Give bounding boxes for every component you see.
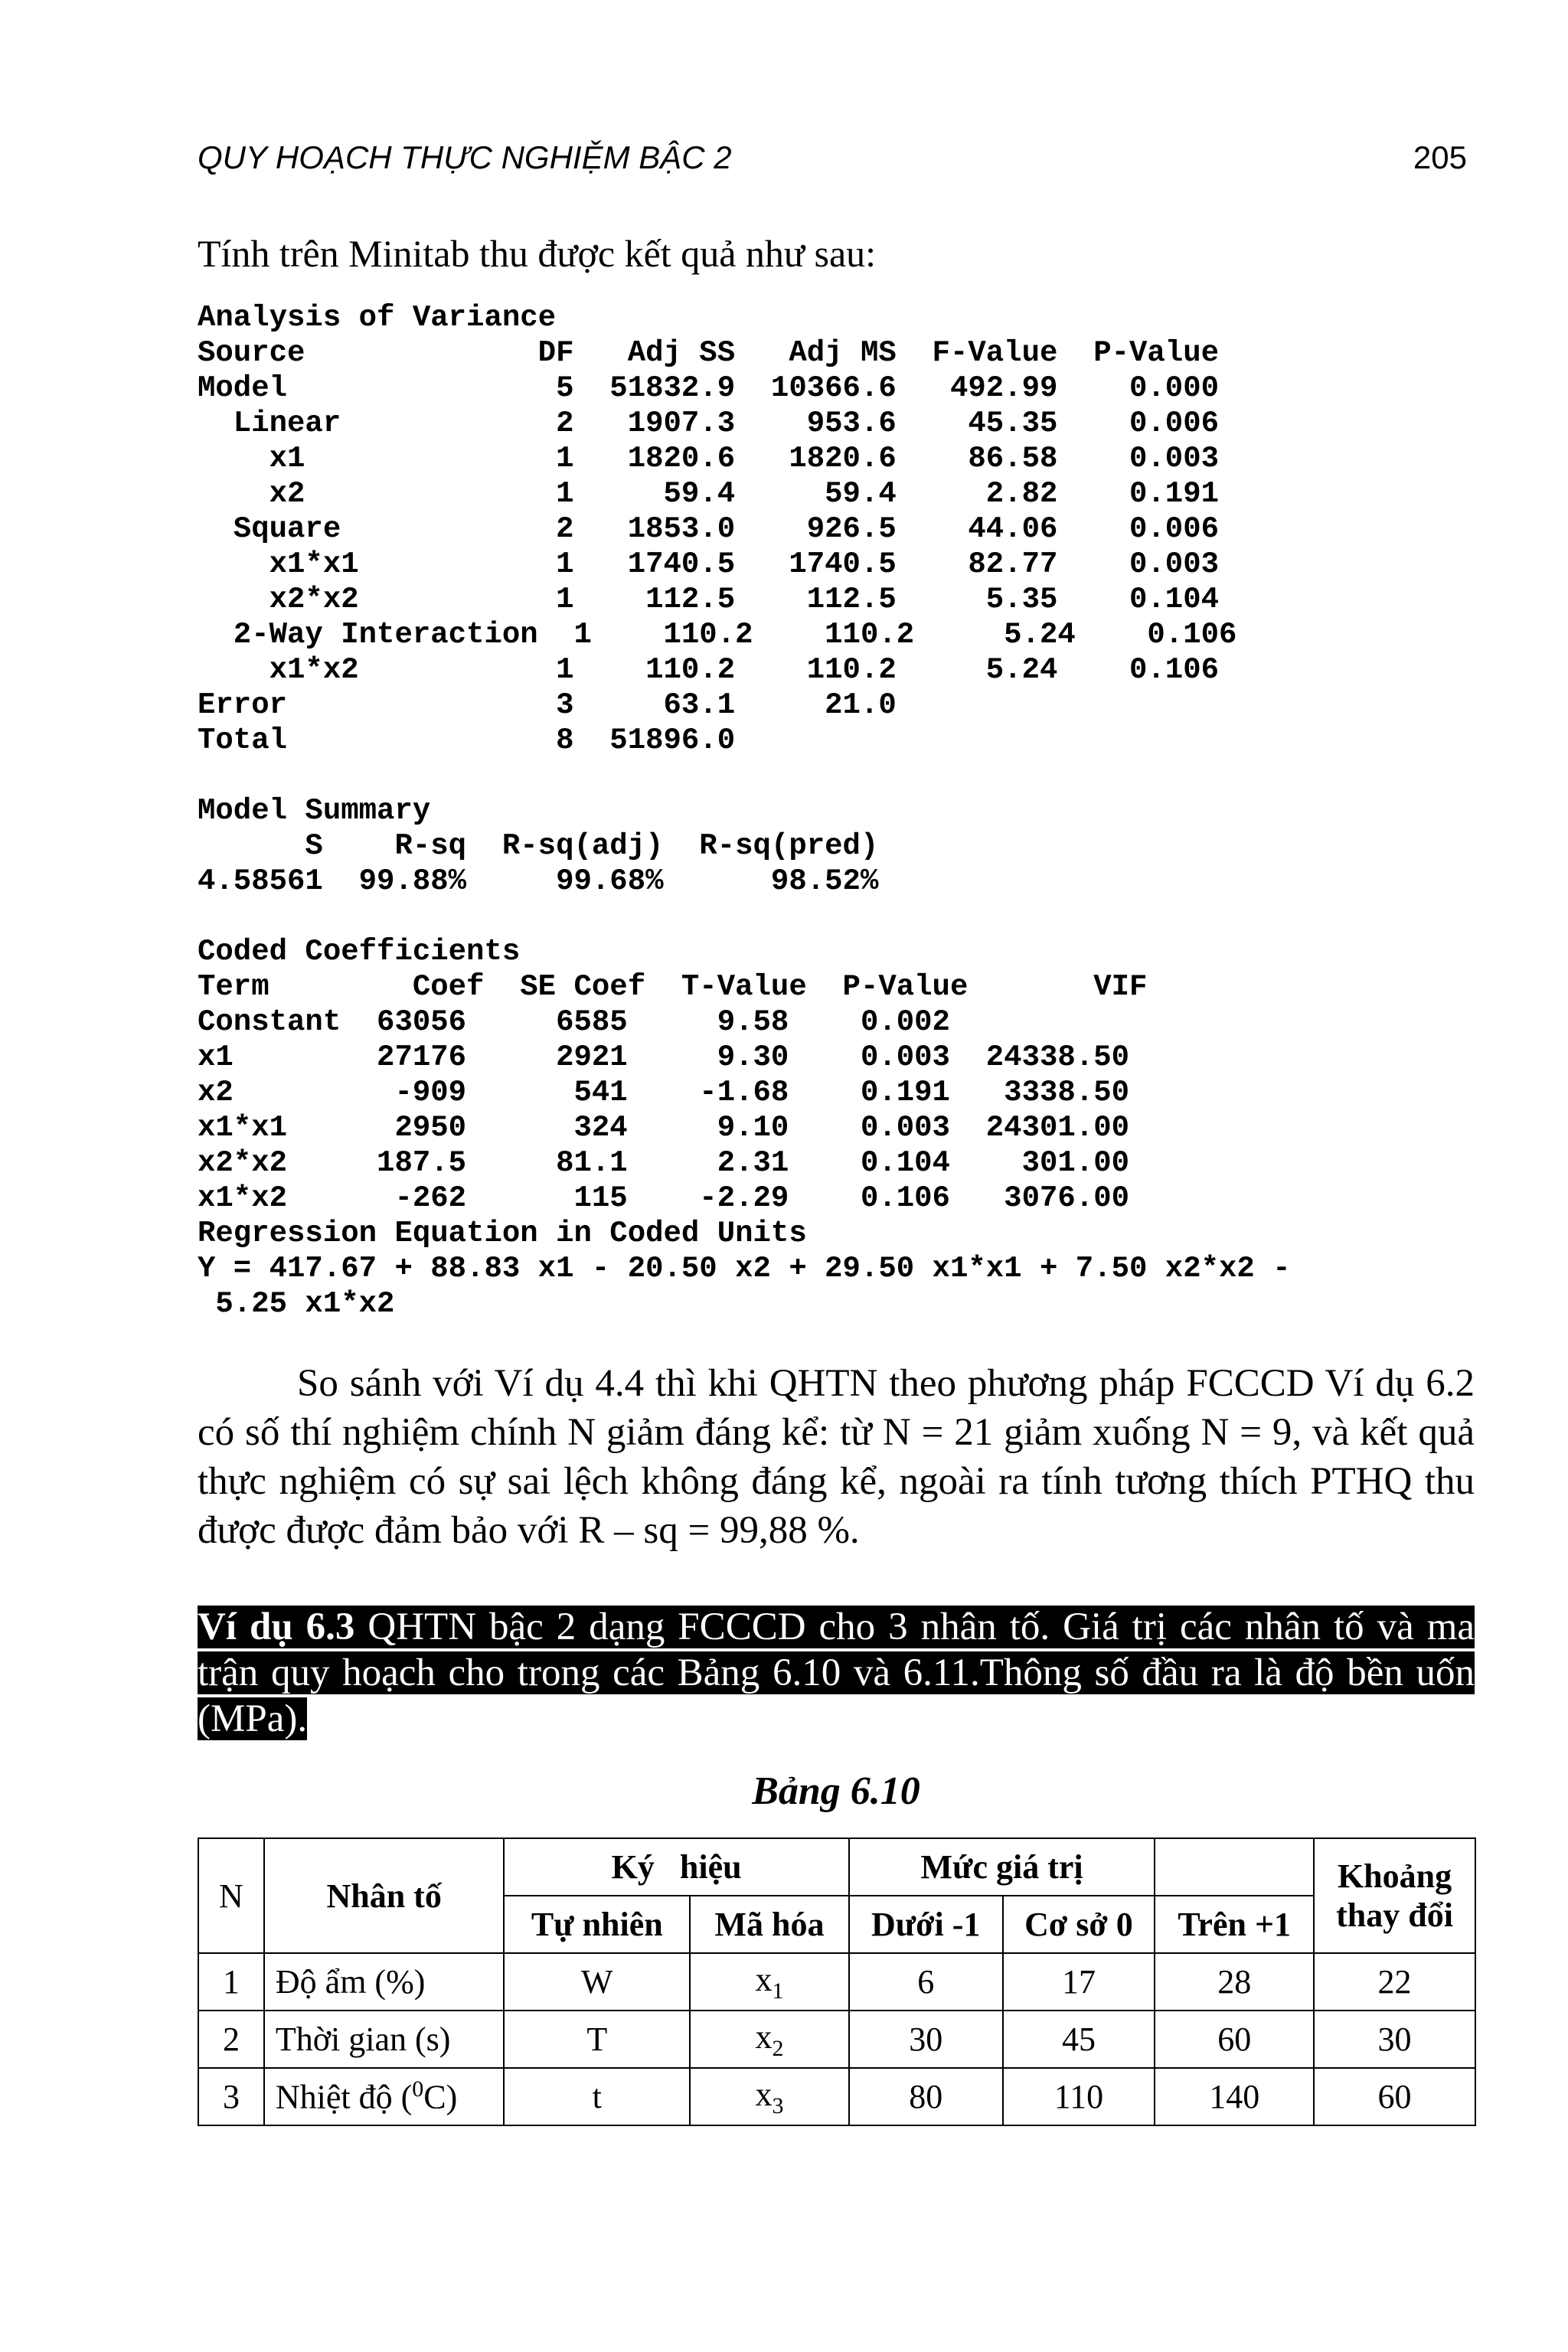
cell-factor: Thời gian (s) bbox=[264, 2011, 505, 2068]
header-base: Cơ sở 0 bbox=[1003, 1896, 1155, 1953]
header-coded: Mã hóa bbox=[690, 1896, 849, 1953]
cell-natural: t bbox=[504, 2068, 690, 2125]
comparison-paragraph: So sánh với Ví dụ 4.4 thì khi QHTN theo phương pháp FCCCD Ví dụ 6.2 có số thí nghiệm chính N giảm đáng kể: từ N = 21 giảm xuống N = 9, và kết quả thực nghiệm có sự sai lệch không đáng kể, ngoài ra tính tương thích PTHQ thu được được đảm bảo với R – sq = 99,88 %. bbox=[198, 1362, 1475, 1552]
cell-natural: W bbox=[504, 1953, 690, 2011]
header-n: N bbox=[198, 1838, 264, 1953]
table-header-row bbox=[198, 1838, 1475, 1896]
cell-factor bbox=[264, 2068, 505, 2125]
cell-high: 28 bbox=[1155, 1953, 1314, 2011]
cell-factor: Độ ẩm (%) bbox=[264, 1953, 505, 2011]
cell-base: 110 bbox=[1003, 2068, 1155, 2125]
page-number: 205 bbox=[1413, 139, 1467, 175]
anova-output: Analysis of Variance Source DF Adj SS Adj MS F-Value P-Value Model 5 51832.9 10366.6 492.99 0.000 Linear 2 1907.3 953.6 45.35 0.006 x1 1 1820.6 1820.6 86.58 0.003 x2 1 59.4 59.4 2.82 0.191 Square 2 1853.0 926.5 44.06 0.006 x1*x1 1 1740.5 1740.5 82.77 0.003 x2*x2 1 112.5 112.5 5.35 0.104 2-Way Interaction 1 110.2 110.2 5.24 0.106 x1*x2 1 110.2 110.2 5.24 0.106 Error 3 63.1 21.0 Total 8 51896.0 bbox=[198, 301, 1237, 757]
table-caption: Bảng 6.10 bbox=[752, 1769, 920, 1813]
example-label: Ví dụ 6.3 bbox=[198, 1606, 355, 1648]
coded-var: x bbox=[755, 2017, 773, 2056]
coded-coefficients-output: Coded Coefficients Term Coef SE Coef T-Value P-Value VIF Constant 63056 6585 9.58 0.002 x1 27176 2921 9.30 0.003 24338.50 x2 -909 541 -1.68 0.191 3338.50 x1*x1 2950 324 9.10 0.003 24301.00 x2*x2 187.5 81.1 2.31 0.104 301.00 x1*x2 -262 115 -2.29 0.106 3076.00 Regression Equation in Coded Units Y = 417.67 + 88.83 x1 - 20.50 x2 + 29.50 x1*x1 + 7.50 x2*x2 - 5.25 x1*x2 bbox=[198, 935, 1291, 1321]
header-symbol: Ký hiệu bbox=[504, 1838, 848, 1896]
header-factor: Nhân tố bbox=[264, 1838, 505, 1953]
intro-line: Tính trên Minitab thu được kết quả như sau: bbox=[198, 232, 877, 275]
cell-coded bbox=[690, 1953, 849, 2011]
table-row bbox=[198, 2011, 1475, 2068]
cell-high: 60 bbox=[1155, 2011, 1314, 2068]
model-summary-output: Model Summary S R-sq R-sq(adj) R-sq(pred) 4.58561 99.88% 99.68% 98.52% bbox=[198, 794, 879, 898]
cell-coded bbox=[690, 2011, 849, 2068]
cell-range: 30 bbox=[1314, 2011, 1475, 2068]
degree-sup: 0 bbox=[412, 2076, 424, 2102]
header-low: Dưới -1 bbox=[849, 1896, 1003, 1953]
coded-var: x bbox=[755, 2075, 773, 2113]
header-high: Trên +1 bbox=[1155, 1896, 1314, 1953]
coded-var: x bbox=[755, 1960, 773, 1998]
factor-table bbox=[198, 1838, 1476, 2126]
cell-range: 60 bbox=[1314, 2068, 1475, 2125]
example-6-3 bbox=[198, 1604, 1475, 1742]
header-natural: Tự nhiên bbox=[504, 1896, 690, 1953]
example-text: QHTN bậc 2 dạng FCCCD cho 3 nhân tố. Giá trị các nhân tố và ma trận quy hoạch cho trong các Bảng 6.10 và 6.11.Thông số đầu ra là độ bền uốn (MPa). bbox=[198, 1606, 1475, 1740]
table-row bbox=[198, 1953, 1475, 2011]
coded-sub: 1 bbox=[772, 1978, 784, 2004]
factor-text-post: C) bbox=[423, 2078, 458, 2116]
cell-n: 2 bbox=[198, 2011, 264, 2068]
example-highlight bbox=[198, 1606, 1475, 1740]
cell-range: 22 bbox=[1314, 1953, 1475, 2011]
header-levels: Mức giá trị bbox=[849, 1838, 1155, 1896]
header-range: Khoảng thay đổi bbox=[1314, 1838, 1475, 1953]
factor-text-pre: Nhiệt độ ( bbox=[275, 2078, 413, 2116]
header-blank bbox=[1155, 1838, 1314, 1896]
coded-sub: 3 bbox=[772, 2092, 784, 2118]
cell-coded bbox=[690, 2068, 849, 2125]
cell-base: 45 bbox=[1003, 2011, 1155, 2068]
cell-high: 140 bbox=[1155, 2068, 1314, 2125]
cell-low: 30 bbox=[849, 2011, 1003, 2068]
cell-n: 3 bbox=[198, 2068, 264, 2125]
table-row bbox=[198, 2068, 1475, 2125]
cell-low: 6 bbox=[849, 1953, 1003, 2011]
cell-base: 17 bbox=[1003, 1953, 1155, 2011]
coded-sub: 2 bbox=[772, 2035, 784, 2061]
running-header-title: QUY HOẠCH THỰC NGHIỆM BẬC 2 bbox=[198, 139, 732, 175]
cell-n: 1 bbox=[198, 1953, 264, 2011]
cell-natural: T bbox=[504, 2011, 690, 2068]
cell-low: 80 bbox=[849, 2068, 1003, 2125]
